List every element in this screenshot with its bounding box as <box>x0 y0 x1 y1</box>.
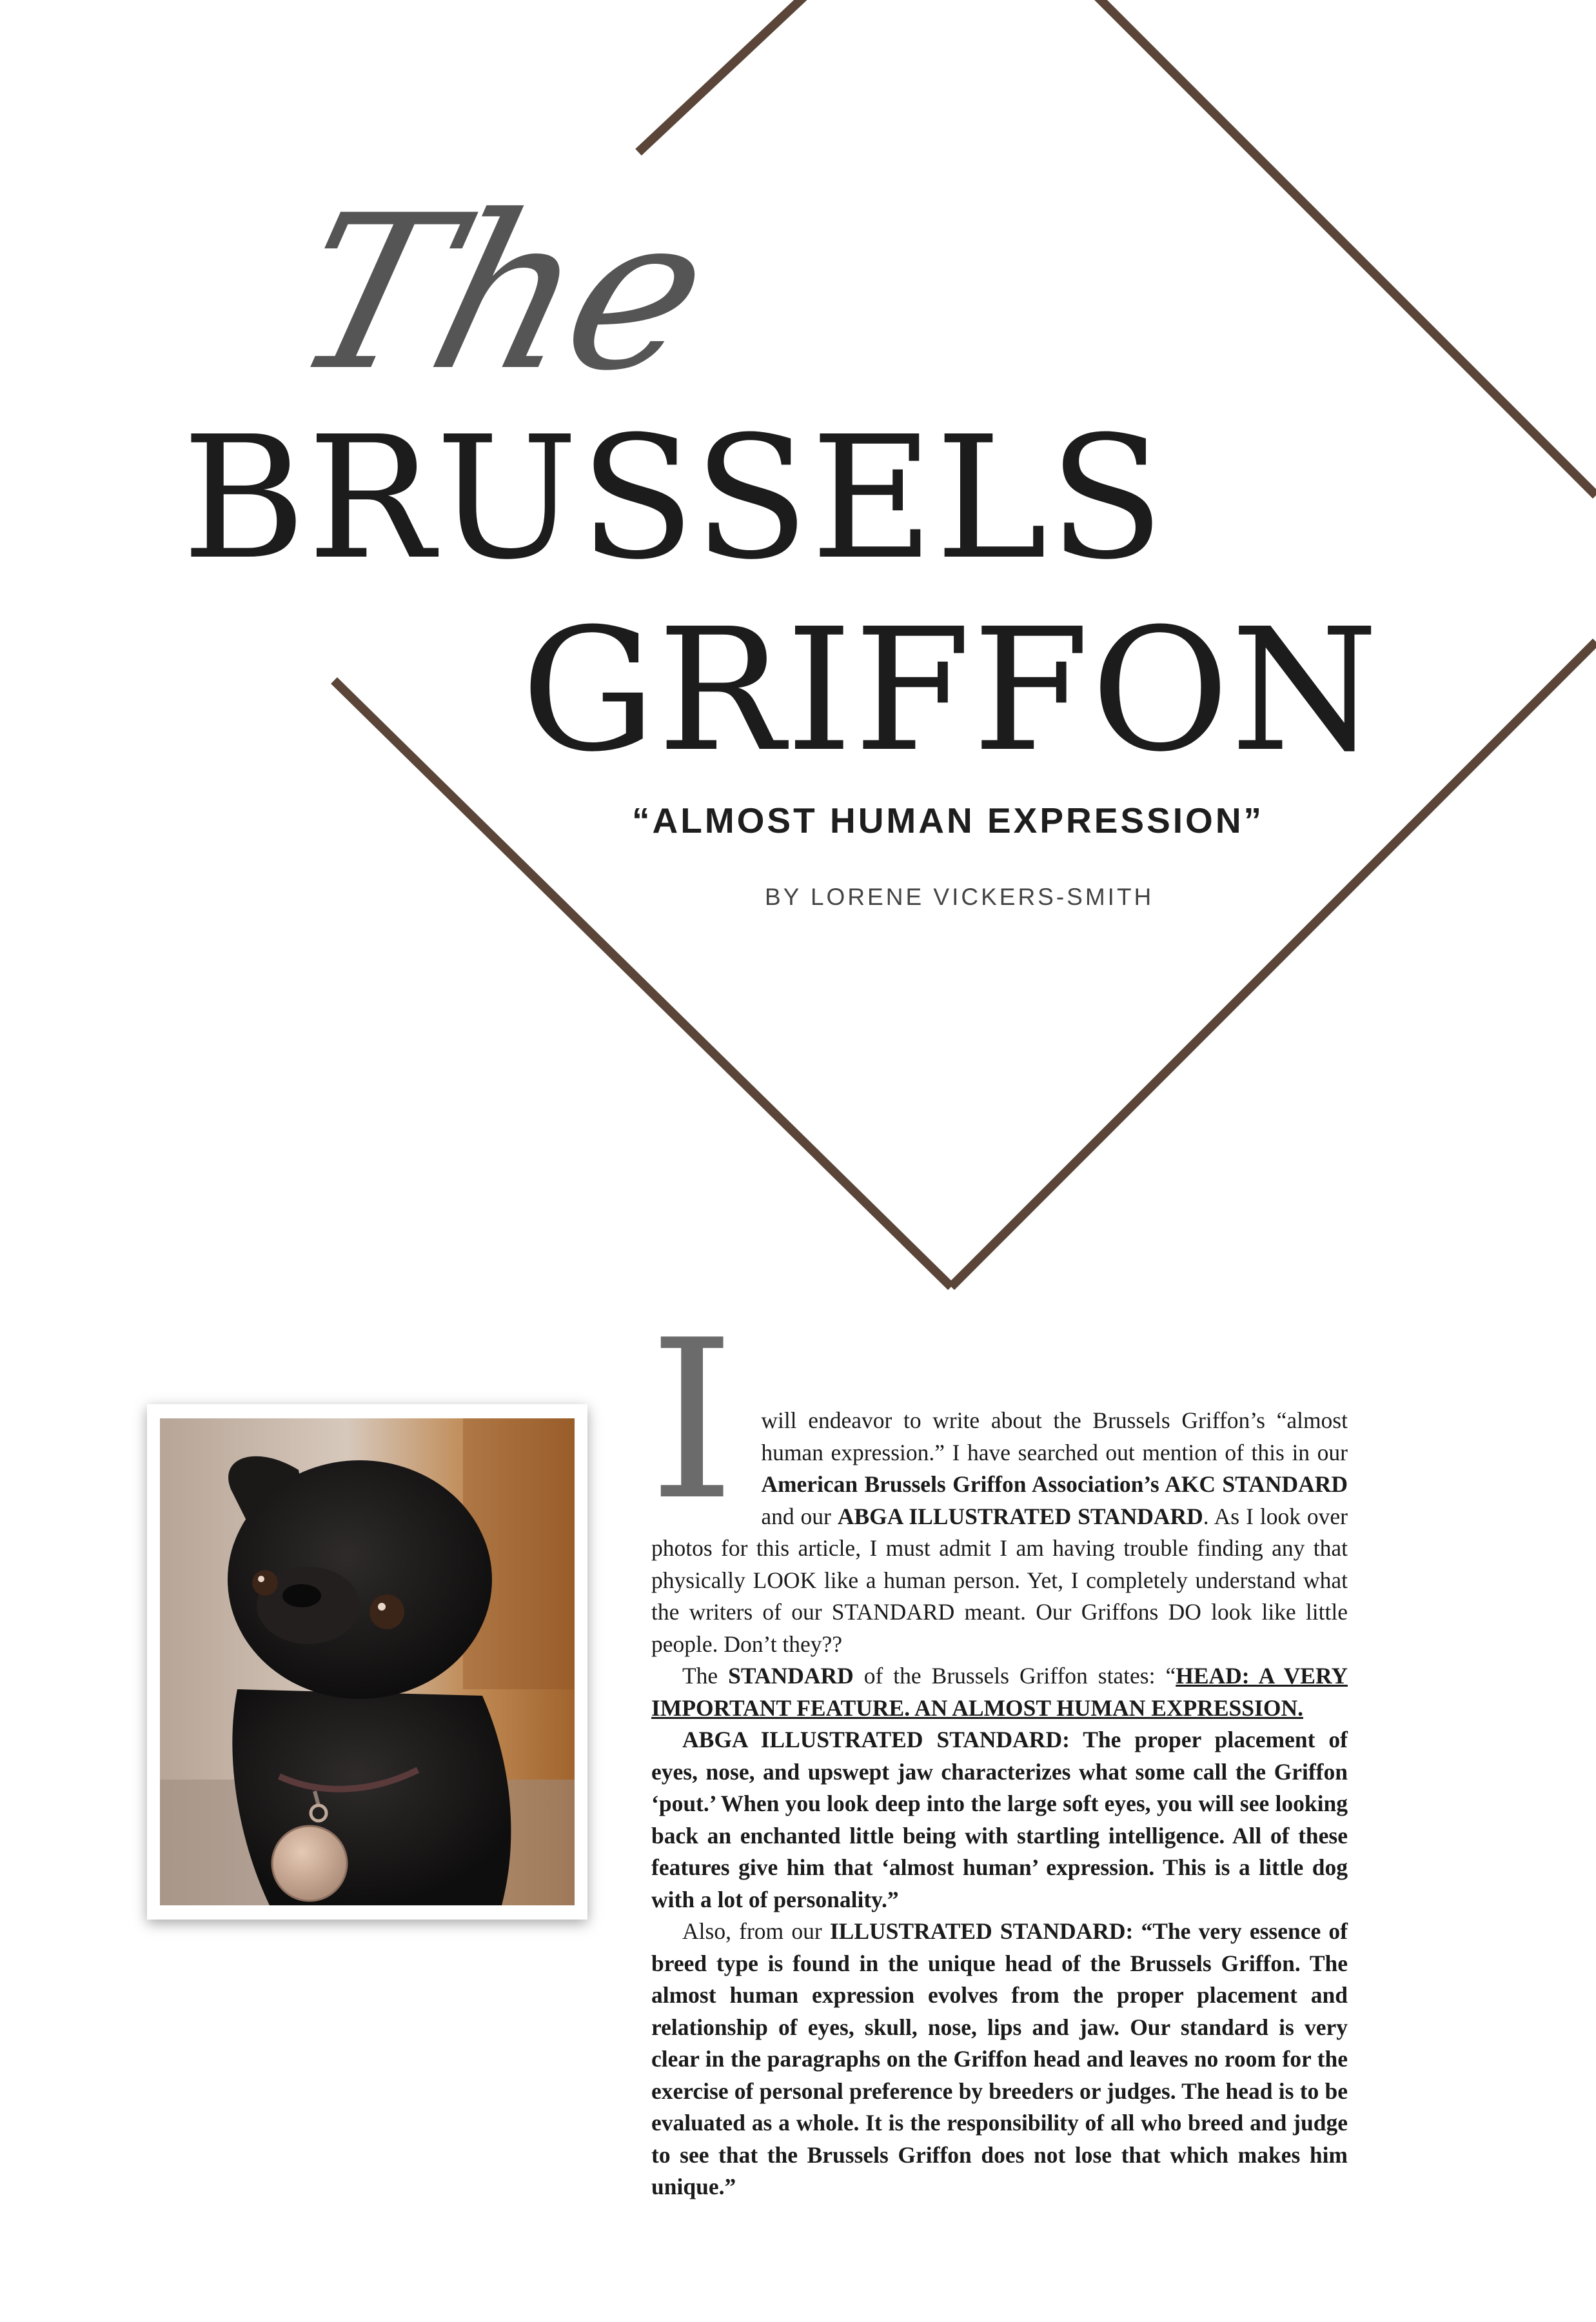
dog-photo <box>160 1418 575 1905</box>
article-body <box>649 1293 1348 2203</box>
p1-bold-illustrated: ABGA ILLUSTRATED STANDARD <box>837 1503 1203 1529</box>
p1-bold-association: American Brussels Griffon Association’s AKC STANDARD <box>761 1471 1348 1497</box>
paragraph-2 <box>651 1660 1348 1724</box>
p2-underlined-head: HEAD: A VERY IMPORTANT FEATURE. AN ALMOST HUMAN EXPRESSION. <box>651 1663 1348 1721</box>
p2-bold-standard: STANDARD <box>728 1663 854 1689</box>
p3-bold-text: ABGA ILLUSTRATED STANDARD: The proper placement of eyes, nose, and upswept jaw characterizes what some call the Griffon ‘pout.’ When you look deep into the large soft eyes, you will see looking back an enchanted little being with startling intelligence. All of these features give him that ‘almost human’ expression. This is a little dog with a lot of personality.” <box>651 1727 1348 1912</box>
diamond-upper-left-edge <box>638 0 807 152</box>
photo-frame <box>147 1404 587 1920</box>
diamond-upper-right-edge <box>1094 0 1596 495</box>
p1-text-e: . As I look over photos for this article, I must admit I am having trouble finding any that physically LOOK like a human person. Yet, I completely understand what the writers of our STANDARD meant. Our Griffons DO look like little people. Don’t they?? <box>651 1503 1348 1657</box>
paragraph-3 <box>651 1724 1348 1916</box>
drop-cap: I <box>649 1293 736 1549</box>
paragraph-4 <box>651 1916 1348 2203</box>
p1-text-c: and our <box>761 1503 838 1529</box>
p1-text-a: will endeavor to write about the Brussels Griffon’s “almost human expression.” I have searched out mention of this in our <box>761 1407 1348 1465</box>
title-script-the: The <box>272 170 727 417</box>
title-griffon: GRIFFON <box>521 592 1380 789</box>
p4-text-a: Also, from our <box>682 1918 830 1944</box>
paragraph-1 <box>649 1293 1348 1660</box>
title-brussels: BRUSSELS <box>182 400 1166 597</box>
p2-text-c: of the Brussels Griffon states: “ <box>853 1663 1176 1689</box>
byline: BY LORENE VICKERS-SMITH <box>765 884 1154 910</box>
subtitle: “ALMOST HUMAN EXPRESSION” <box>632 800 1265 840</box>
p2-text-a: The <box>682 1663 729 1689</box>
p4-bold-text: ILLUSTRATED STANDARD: “The very essence of breed type is found in the unique head of the Brussels Griffon. The almost human expression evolves from the proper placement and relationship of eyes, skull, nose, lips and jaw. Our standard is very clear in the paragraphs on the Griffon head and leaves no room for the exercise of personal preference by breeders or judges. The head is to be evaluated as a whole. It is the responsibility of all who breed and judge to see that the Brussels Griffon does not lose that which makes him unique.” <box>651 1918 1348 2199</box>
